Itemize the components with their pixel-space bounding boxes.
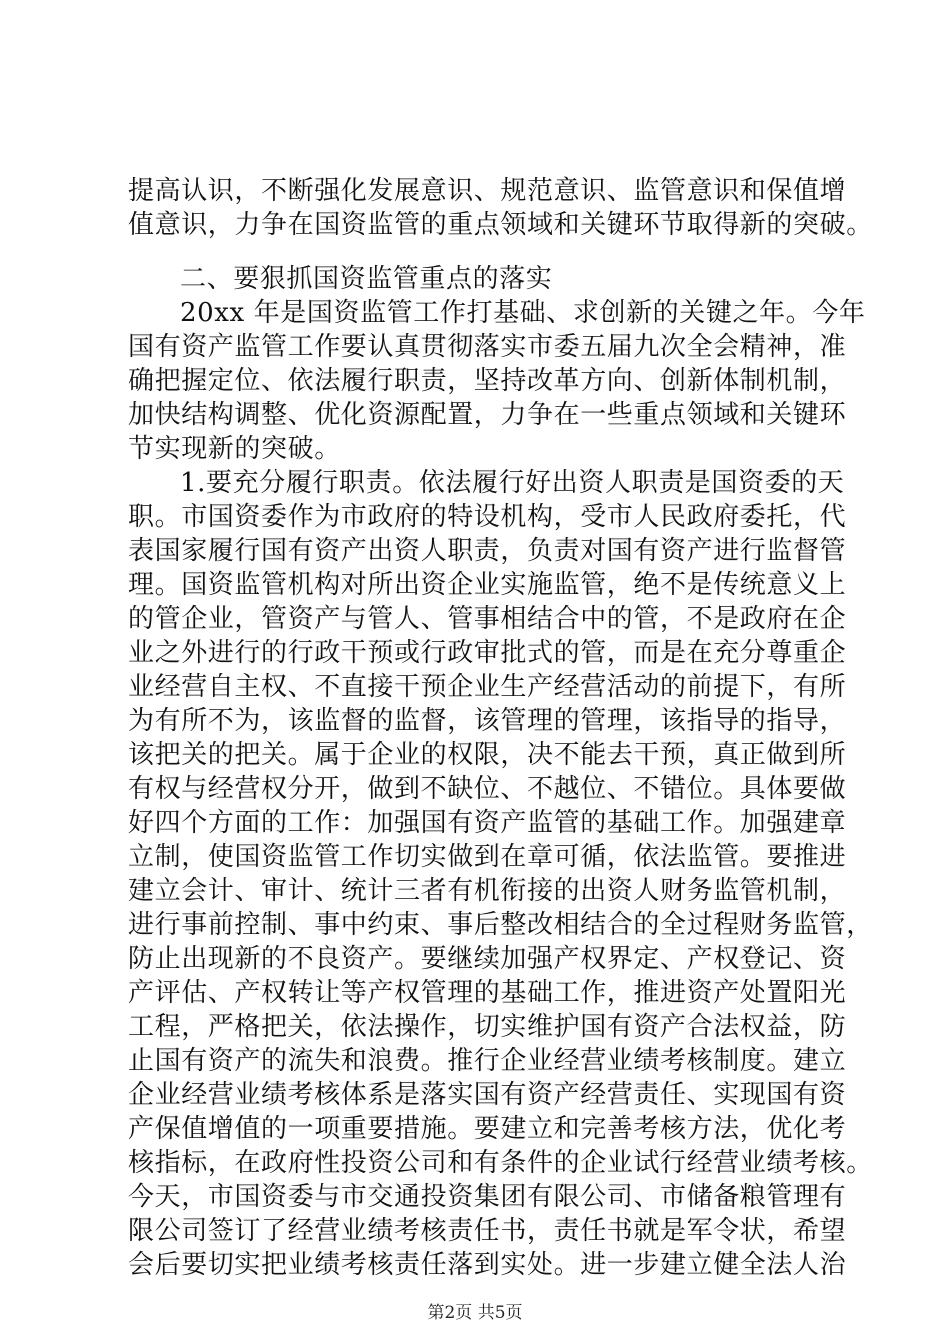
text-line: 建立会计、审计、统计三者有机衔接的出资人财务监管机制， <box>128 876 847 906</box>
text-line: 业经营自主权、不直接干预企业生产经营活动的前提下，有所 <box>128 672 847 702</box>
text-line: 今天，市国资委与市交通投资集团有限公司、市储备粮管理有 <box>128 1182 847 1212</box>
text-line: 产保值增值的一项重要措施。要建立和完善考核方法，优化考 <box>128 1114 847 1144</box>
text-line: 企业经营业绩考核体系是落实国有资产经营责任、实现国有资 <box>128 1080 847 1110</box>
text-line: 立制，使国资监管工作切实做到在章可循，依法监管。要推进 <box>128 842 847 872</box>
text-line: 值意识，力争在国资监管的重点领域和关键环节取得新的突破。 <box>128 210 873 240</box>
text-line: 国有资产监管工作要认真贯彻落实市委五届九次全会精神，准 <box>128 332 847 362</box>
text-line: 提高认识，不断强化发展意识、规范意识、监管意识和保值增 <box>128 176 847 206</box>
page-number-footer: 第2页 共5页 <box>427 1303 523 1323</box>
text-line: 表国家履行国有资产出资人职责，负责对国有资产进行监督管 <box>128 536 847 566</box>
text-line: 职。市国资委作为市政府的特设机构，受市人民政府委托，代 <box>128 502 847 532</box>
text-line: 节实现新的突破。 <box>128 434 341 464</box>
text-line: 会后要切实把业绩考核责任落到实处。进一步建立健全法人治 <box>128 1250 847 1280</box>
text-line: 工程，严格把关，依法操作，切实维护国有资产合法权益，防 <box>128 1012 847 1042</box>
text-line: 加快结构调整、优化资源配置，力争在一些重点领域和关键环 <box>128 400 847 430</box>
text-line: 确把握定位、依法履行职责，坚持改革方向、创新体制机制， <box>128 366 847 396</box>
paragraph-first-line: 1.要充分履行职责。依法履行好出资人职责是国资委的天 <box>180 468 845 498</box>
text-line: 为有所不为，该监督的监督，该管理的管理，该指导的指导， <box>128 706 847 736</box>
text-line: 好四个方面的工作：加强国有资产监管的基础工作。加强建章 <box>128 808 847 838</box>
paragraph-first-line: 20xx 年是国资监管工作打基础、求创新的关键之年。今年 <box>180 298 866 328</box>
text-line: 业之外进行的行政干预或行政审批式的管，而是在充分尊重企 <box>128 638 847 668</box>
section-heading: 二、要狠抓国资监管重点的落实 <box>180 264 553 294</box>
text-line: 防止出现新的不良资产。要继续加强产权界定、产权登记、资 <box>128 944 847 974</box>
text-line: 理。国资监管机构对所出资企业实施监管，绝不是传统意义上 <box>128 570 847 600</box>
text-line: 的管企业，管资产与管人、管事相结合中的管，不是政府在企 <box>128 604 847 634</box>
text-line: 产评估、产权转让等产权管理的基础工作，推进资产处置阳光 <box>128 978 847 1008</box>
text-line: 有权与经营权分开，做到不缺位、不越位、不错位。具体要做 <box>128 774 847 804</box>
text-line: 核指标，在政府性投资公司和有条件的企业试行经营业绩考核。 <box>128 1148 873 1178</box>
text-line: 进行事前控制、事中约束、事后整改相结合的全过程财务监管， <box>128 910 873 940</box>
text-line: 止国有资产的流失和浪费。推行企业经营业绩考核制度。建立 <box>128 1046 847 1076</box>
text-line: 该把关的把关。属于企业的权限，决不能去干预，真正做到所 <box>128 740 847 770</box>
text-line: 限公司签订了经营业绩考核责任书，责任书就是军令状，希望 <box>128 1216 847 1246</box>
